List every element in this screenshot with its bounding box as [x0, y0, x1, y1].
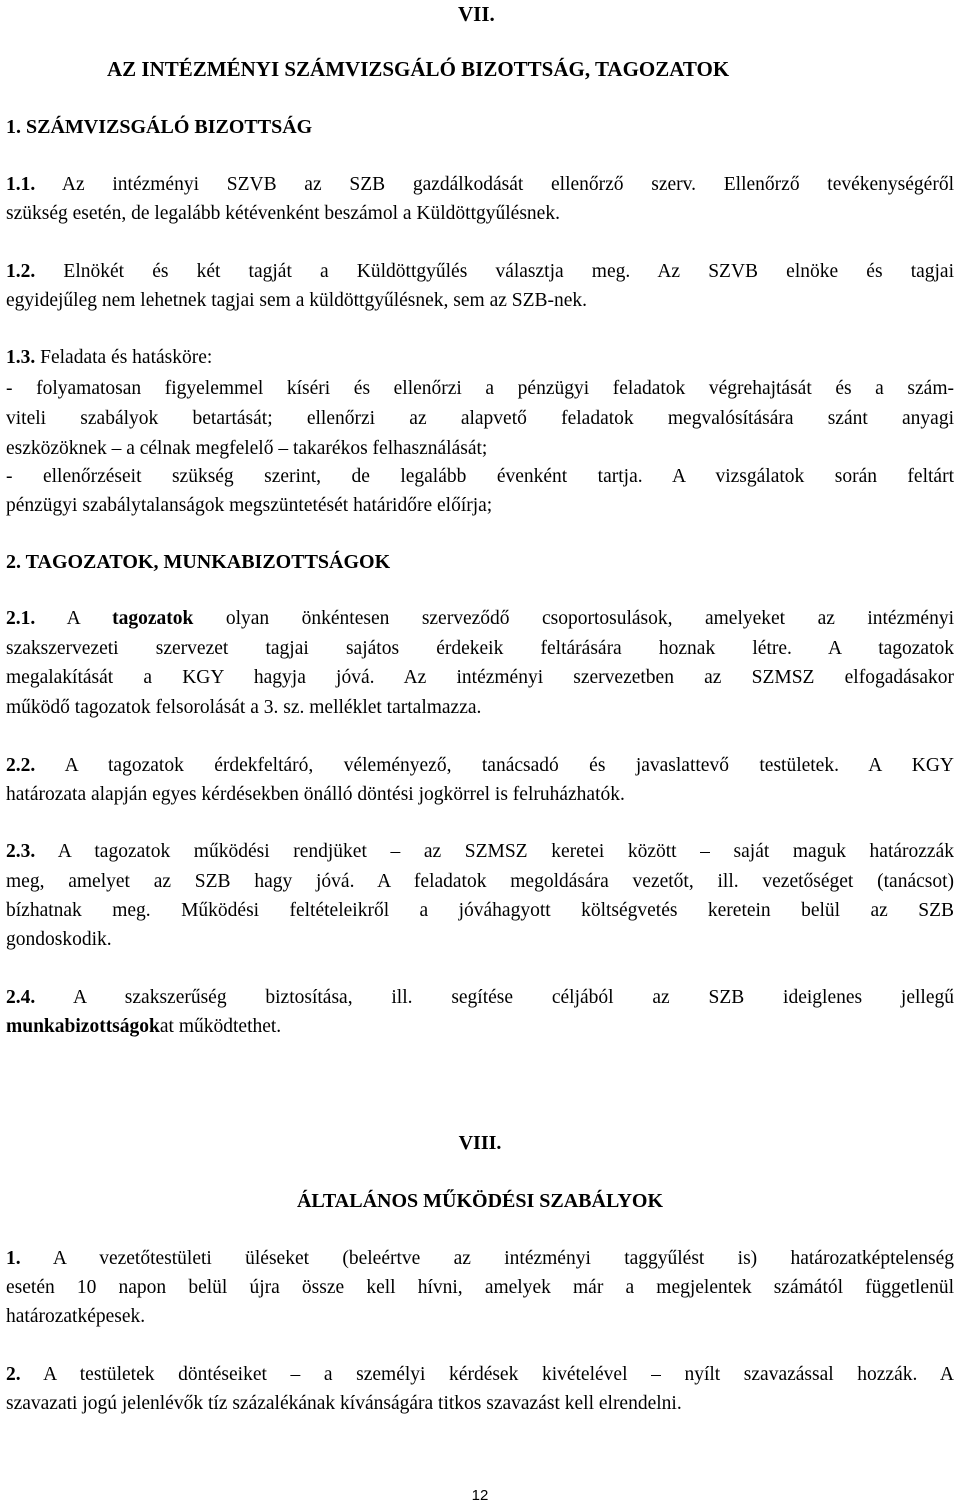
- bold-term: tagozatok: [112, 608, 194, 629]
- paragraph-line: pénzügyi szabálytalanságok megszüntetését határidőre előírja;: [6, 495, 493, 516]
- paragraph-text: at működtethet.: [159, 1016, 282, 1037]
- chapter-roman-numeral: VII.: [458, 2, 495, 26]
- paragraph-line: - folyamatosan figyelemmel kíséri és ellenőrzi a pénzügyi feladatok végrehajtását és a szám-: [6, 378, 954, 399]
- paragraph-text: Az intézményi SZVB az SZB gazdálkodását ellenőrző szerv. Ellenőrző tevékenységéről: [61, 174, 954, 195]
- bold-term: munkabizottságok: [6, 1016, 160, 1037]
- paragraph-number: 1.3.: [6, 347, 36, 368]
- paragraph-line: határozata alapján egyes kérdésekben önálló döntési jogkörrel is felruházhatók.: [6, 784, 625, 805]
- paragraph-number: 2.2.: [6, 755, 36, 776]
- paragraph-number: 2.4.: [6, 987, 36, 1008]
- paragraph-number: 1.1.: [6, 174, 36, 195]
- chapter-title: ÁLTALÁNOS MŰKÖDÉSI SZABÁLYOK: [296, 1190, 664, 1212]
- paragraph-text: A tagozatok működési rendjüket – az SZMSZ keretei között – saját maguk határozzák: [57, 841, 954, 862]
- paragraph-line: viteli szabályok betartását; ellenőrzi az alapvető feladatok megvalósítására szánt anyagi: [6, 408, 954, 429]
- page-number: 12: [471, 1487, 489, 1504]
- paragraph-line: gondoskodik.: [6, 929, 112, 950]
- paragraph-line: szakszervezeti szervezet tagjai sajátos érdekeik feltárására hoznak létre. A tagozatok: [6, 638, 954, 659]
- paragraph-line: szavazati jogú jelenlévők tíz százalékának kívánságára titkos szavazást kell elrendelni.: [6, 1393, 682, 1414]
- paragraph-line: eszközöknek – a célnak megfelelő – takarékos felhasználását;: [6, 438, 488, 459]
- section-heading: 1. SZÁMVIZSGÁLÓ BIZOTTSÁG: [6, 116, 313, 138]
- paragraph-line: egyidejűleg nem lehetnek tagjai sem a küldöttgyűlésnek, sem az SZB-nek.: [6, 290, 588, 311]
- paragraph-line: [6, 1015, 954, 1039]
- paragraph-number: 1.2.: [6, 261, 36, 282]
- paragraph-text: Feladata és hatásköre:: [40, 347, 213, 368]
- paragraph-line: [6, 986, 954, 1010]
- paragraph-line: [6, 607, 954, 631]
- paragraph-line: bízhatnak meg. Működési feltételeikről a jóváhagyott költségvetés keretein belül az SZB: [6, 900, 954, 921]
- paragraph-number: 1.: [6, 1248, 21, 1269]
- paragraph-number: 2.: [6, 1364, 21, 1385]
- paragraph-text: A tagozatok érdekfeltáró, véleményező, tanácsadó és javaslattevő testületek. A KGY: [64, 755, 954, 776]
- chapter-title: AZ INTÉZMÉNYI SZÁMVIZSGÁLÓ BIZOTTSÁG, TAGOZATOK: [107, 57, 730, 81]
- paragraph-text: A testületek döntéseiket – a személyi kérdések kivételével – nyílt szavazással hozzák. A: [43, 1364, 954, 1385]
- paragraph-line: működő tagozatok felsorolását a 3. sz. melléklet tartalmazza.: [6, 697, 482, 718]
- paragraph-line: [6, 1247, 954, 1271]
- paragraph-text: A: [66, 608, 80, 629]
- paragraph-line: határozatképesek.: [6, 1306, 146, 1327]
- paragraph-line: esetén 10 napon belül újra össze kell hívni, amelyek már a megjelentek számától függetlenül: [6, 1277, 954, 1298]
- paragraph-text: A szakszerűség biztosítása, ill. segítése céljából az SZB ideiglenes jellegű: [72, 987, 954, 1008]
- paragraph-text: Elnökét és két tagját a Küldöttgyűlés választja meg. Az SZVB elnöke és tagjai: [63, 261, 955, 282]
- paragraph-line: [6, 260, 954, 284]
- paragraph-line: szükség esetén, de legalább kétévenként beszámol a Küldöttgyűlésnek.: [6, 203, 560, 224]
- paragraph-line: meg, amelyet az SZB hagy jóvá. A feladatok megoldására vezetőt, ill. vezetőséget (tanácsot): [6, 871, 954, 892]
- paragraph-text: A vezetőtestületi üléseket (beleértve az intézményi taggyűlést is) határozatképtelenség: [52, 1248, 954, 1269]
- paragraph-line: - ellenőrzéseit szükség szerint, de legalább évenként tartja. A vizsgálatok során feltárt: [6, 466, 954, 487]
- paragraph-line: megalakítását a KGY hagyja jóvá. Az intézményi szervezetben az SZMSZ elfogadásakor: [6, 667, 954, 688]
- paragraph-line: [6, 754, 954, 778]
- chapter-roman-numeral: VIII.: [458, 1132, 502, 1154]
- paragraph-number: 2.3.: [6, 841, 36, 862]
- paragraph-line: [6, 840, 954, 864]
- section-heading: 2. TAGOZATOK, MUNKABIZOTTSÁGOK: [6, 551, 391, 573]
- paragraph-line: [6, 346, 954, 370]
- paragraph-line: [6, 1363, 954, 1387]
- paragraph-text: olyan önkéntesen szerveződő csoportosulások, amelyeket az intézményi: [225, 608, 954, 629]
- paragraph-number: 2.1.: [6, 608, 36, 629]
- paragraph-line: [6, 173, 954, 197]
